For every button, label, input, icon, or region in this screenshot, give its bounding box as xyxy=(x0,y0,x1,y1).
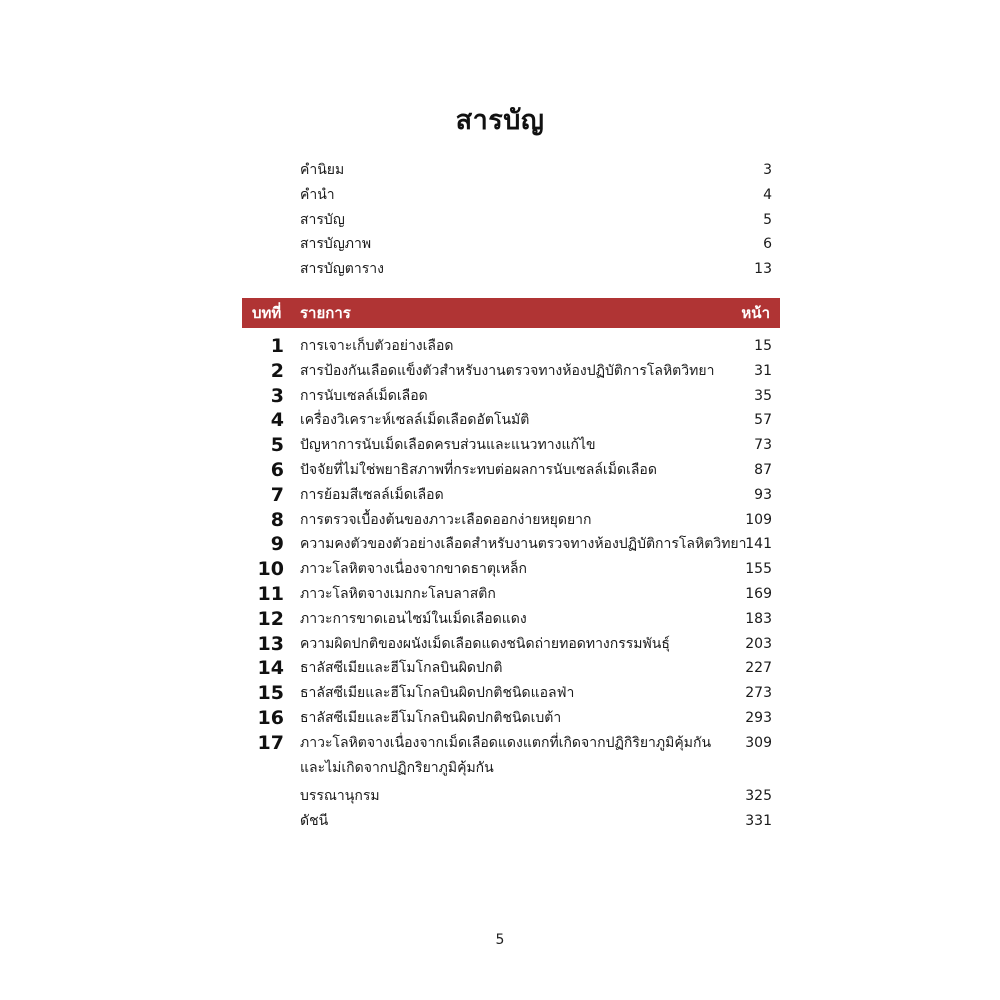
entry-label: สารบัญตาราง xyxy=(300,261,384,278)
toc-entry-contents[interactable] xyxy=(300,208,772,233)
entry-label: บรรณานุกรม xyxy=(300,788,380,804)
chapter-title: การนับเซลล์เม็ดเลือด xyxy=(300,387,428,404)
chapter-title: ธาลัสซีเมียและฮีโมโกลบินผิดปกติชนิดแอลฟ่า xyxy=(300,685,575,702)
chapter-page: 109 xyxy=(745,511,772,528)
chapter-row[interactable] xyxy=(242,334,772,359)
entry-page: 5 xyxy=(763,211,772,228)
chapter-page: 93 xyxy=(754,486,772,503)
chapter-number: 4 xyxy=(270,409,284,432)
chapter-number: 5 xyxy=(270,434,284,457)
chapter-number: 1 xyxy=(270,335,284,357)
chapter-row[interactable] xyxy=(242,557,772,582)
chapter-title-line1: ภาวะโลหิตจางเนื่องจากเม็ดเลือดแดงแตกที่เกิดจากปฏิกิริยาภูมิคุ้มกัน xyxy=(300,734,712,751)
toc-header-bar xyxy=(242,298,780,328)
chapter-row[interactable] xyxy=(242,458,772,483)
chapter-number: 16 xyxy=(257,706,284,729)
toc-entry-preface[interactable] xyxy=(300,183,772,208)
chapter-number: 15 xyxy=(257,682,284,705)
chapter-title: ปัจจัยที่ไม่ใช่พยาธิสภาพที่กระทบต่อผลการนับเซลล์เม็ดเลือด xyxy=(300,461,657,478)
chapter-row[interactable] xyxy=(242,483,772,508)
chapter-row[interactable] xyxy=(242,408,772,433)
chapter-page: 169 xyxy=(745,585,772,602)
chapter-number: 13 xyxy=(257,632,284,655)
chapter-title-line2: และไม่เกิดจากปฏิกริยาภูมิคุ้มกัน xyxy=(300,759,494,776)
chapter-number: 2 xyxy=(270,359,284,382)
entry-page: 13 xyxy=(754,261,772,278)
chapter-number: 7 xyxy=(270,483,284,506)
entry-label: สารบัญภาพ xyxy=(300,236,372,253)
back-matter-list xyxy=(300,784,772,834)
chapter-row[interactable] xyxy=(242,532,772,557)
entry-page: 331 xyxy=(745,812,772,829)
chapter-page: 309 xyxy=(745,734,772,751)
front-matter-list xyxy=(300,158,772,282)
chapter-row[interactable] xyxy=(242,706,772,731)
chapter-page: 141 xyxy=(745,536,772,553)
chapter-number: 11 xyxy=(257,582,284,605)
chapter-page: 155 xyxy=(745,561,772,578)
chapter-number: 17 xyxy=(257,731,284,754)
chapter-title: สารป้องกันเลือดแข็งตัวสำหรับงานตรวจทางห้องปฏิบัติการโลหิตวิทยา xyxy=(300,362,715,379)
chapter-page: 87 xyxy=(754,461,772,478)
chapter-title: ภาวะโลหิตจางเมกกะโลบลาสติก xyxy=(300,585,496,602)
chapter-title: ปัญหาการนับเม็ดเลือดครบส่วนและแนวทางแก้ไข xyxy=(300,437,596,454)
header-page: หน้า xyxy=(741,304,770,322)
toc-entry-figures[interactable] xyxy=(300,232,772,257)
chapter-page: 35 xyxy=(754,387,772,404)
chapter-row[interactable] xyxy=(242,731,772,781)
toc-entry-tables[interactable] xyxy=(300,257,772,282)
chapter-title: ธาลัสซีเมียและฮีโมโกลบินผิดปกติชนิดเบต้า xyxy=(300,709,562,726)
chapter-title: ภาวะการขาดเอนไซม์ในเม็ดเลือดแดง xyxy=(300,610,527,627)
entry-label: คำนำ xyxy=(300,186,335,203)
chapter-number: 8 xyxy=(270,508,284,531)
entry-page: 325 xyxy=(745,788,772,804)
chapter-row[interactable] xyxy=(242,508,772,533)
chapter-page: 203 xyxy=(745,635,772,652)
page-title: สารบัญ xyxy=(455,105,545,136)
page-number: 5 xyxy=(495,932,505,948)
chapter-list xyxy=(242,334,772,780)
entry-page: 4 xyxy=(763,186,772,203)
entry-page: 3 xyxy=(763,162,772,178)
header-chapter: บทที่ xyxy=(252,304,282,322)
chapter-page: 293 xyxy=(745,709,772,726)
chapter-number: 12 xyxy=(257,607,284,630)
chapter-row[interactable] xyxy=(242,384,772,409)
chapter-row[interactable] xyxy=(242,433,772,458)
chapter-title: ความคงตัวของตัวอย่างเลือดสำหรับงานตรวจทางห้องปฏิบัติการโลหิตวิทยา xyxy=(300,536,747,553)
chapter-page: 227 xyxy=(745,660,772,677)
chapter-page: 15 xyxy=(754,338,772,354)
chapter-page: 73 xyxy=(754,437,772,454)
toc-entry-index[interactable] xyxy=(300,809,772,834)
chapter-number: 6 xyxy=(270,458,284,481)
chapter-row[interactable] xyxy=(242,632,772,657)
chapter-page: 273 xyxy=(745,685,772,702)
chapter-row[interactable] xyxy=(242,681,772,706)
chapter-title: เครื่องวิเคราะห์เซลล์เม็ดเลือดอัตโนมัติ xyxy=(300,412,530,429)
chapter-page: 57 xyxy=(754,412,772,429)
entry-label: ดัชนี xyxy=(300,812,329,829)
toc-entry-foreword[interactable] xyxy=(300,158,772,183)
entry-label: คำนิยม xyxy=(300,162,345,178)
chapter-number: 10 xyxy=(257,558,284,581)
entry-page: 6 xyxy=(763,236,772,253)
entry-label: สารบัญ xyxy=(300,211,345,228)
chapter-title: การย้อมสีเซลล์เม็ดเลือด xyxy=(300,486,444,503)
chapter-row[interactable] xyxy=(242,359,772,384)
chapter-title: การเจาะเก็บตัวอย่างเลือด xyxy=(300,338,454,354)
chapter-title: ภาวะโลหิตจางเนื่องจากขาดธาตุเหล็ก xyxy=(300,561,528,578)
chapter-number: 9 xyxy=(270,533,284,556)
chapter-row[interactable] xyxy=(242,656,772,681)
chapter-row[interactable] xyxy=(242,607,772,632)
chapter-title: ความผิดปกติของผนังเม็ดเลือดแดงชนิดถ่ายทอดทางกรรมพันธุ์ xyxy=(300,635,670,652)
chapter-page: 31 xyxy=(754,362,772,379)
chapter-title xyxy=(300,731,711,781)
chapter-number: 3 xyxy=(270,384,284,407)
chapter-number: 14 xyxy=(257,657,284,680)
toc-entry-bibliography[interactable] xyxy=(300,784,772,809)
chapter-page: 183 xyxy=(745,610,772,627)
header-title: รายการ xyxy=(300,304,351,322)
chapter-title: ธาลัสซีเมียและฮีโมโกลบินผิดปกติ xyxy=(300,660,503,677)
chapter-row[interactable] xyxy=(242,582,772,607)
chapter-title: การตรวจเบื้องต้นของภาวะเลือดออกง่ายหยุดยาก xyxy=(300,511,592,528)
